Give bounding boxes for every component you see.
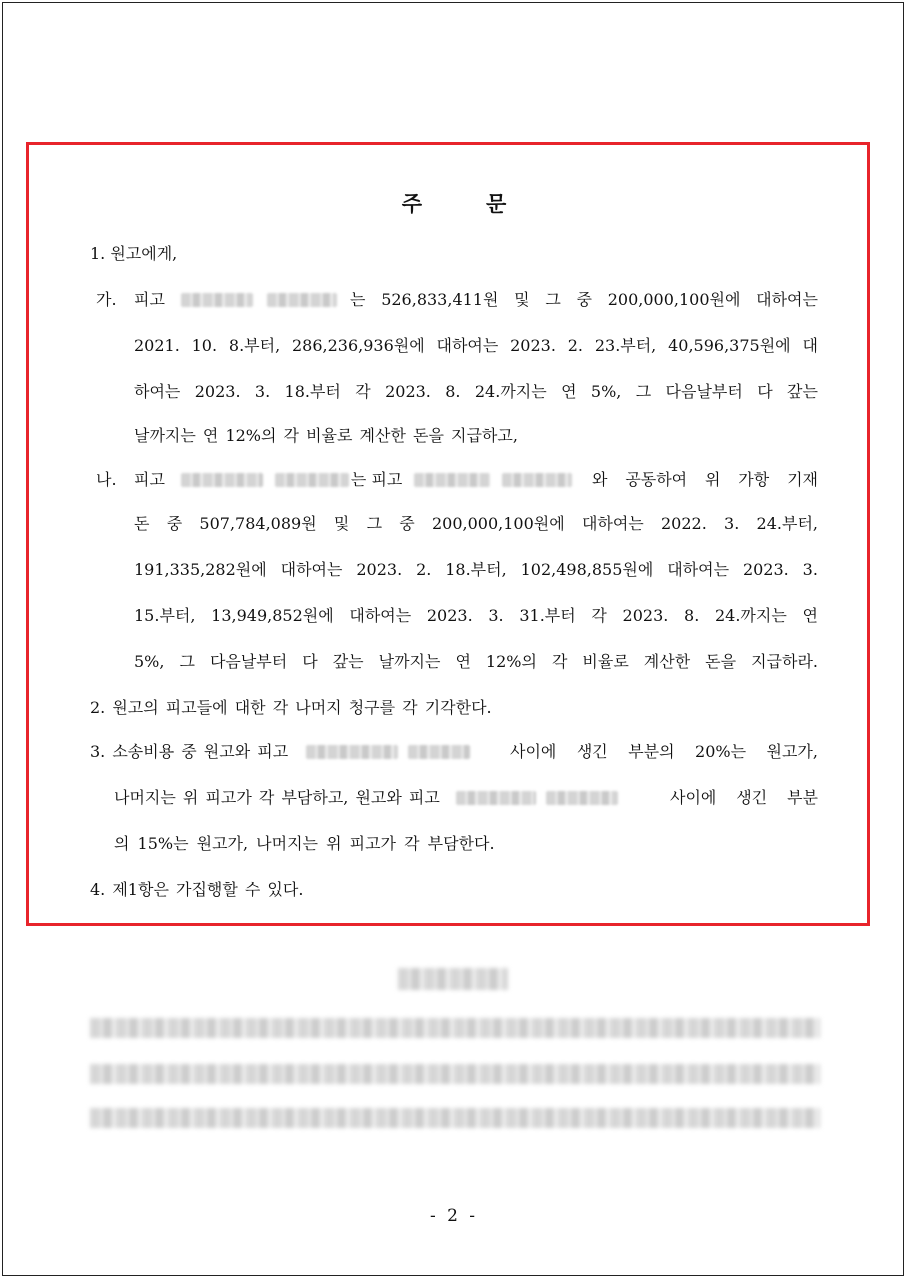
word: 부분의 (628, 742, 675, 761)
title-char-1: 주 (401, 191, 422, 216)
word: 200,000,100원에 (607, 290, 741, 309)
item-na-line-3 (134, 560, 818, 580)
word: 갚는 (787, 382, 818, 401)
item-na-line-2 (134, 514, 818, 534)
word: 기재 (787, 470, 818, 489)
word: 3. (802, 560, 818, 579)
redacted-heading (398, 968, 508, 990)
item-ga-line-4: 날까지는 연 12%의 각 비율로 계산한 돈을 지급하고, (134, 426, 518, 445)
word: 2. (416, 560, 432, 579)
word: 각 (355, 382, 371, 401)
redacted-name (456, 791, 536, 805)
word: 는 (350, 290, 366, 309)
word: 286,236,936원에 (291, 336, 425, 355)
redacted-name (267, 293, 337, 307)
word: 가항 (738, 470, 770, 489)
item-3-line-1 (90, 742, 818, 762)
word: 중 (399, 514, 415, 533)
redacted-paragraph-line (90, 1018, 820, 1038)
word: 40,596,375원에 (668, 336, 791, 355)
word: 피고 (134, 290, 165, 309)
word: 18.부터 (284, 382, 341, 401)
item-ga-marker: 가. (96, 290, 117, 309)
word: 2023. (356, 560, 403, 579)
word: 지급하라. (751, 652, 818, 671)
item-ga-line-3 (134, 382, 818, 402)
redacted-paragraph-line (90, 1064, 820, 1084)
item-na-line-5 (134, 652, 818, 672)
word: 부분 (787, 788, 818, 807)
word: 피고 (134, 470, 165, 489)
word: 5%, (134, 652, 165, 671)
word: 24.까지는 (714, 606, 787, 625)
redacted-name (546, 791, 618, 805)
word: 24.부터, (756, 514, 818, 533)
item-3-line-1-words (510, 742, 818, 762)
word: 돈 (134, 514, 150, 533)
text: 나머지는 위 피고가 각 부담하고, 원고와 피고 (114, 788, 440, 807)
word: 2023. (742, 560, 789, 579)
word: 및 (514, 290, 530, 309)
word: 대하여는 (349, 606, 412, 625)
redacted-name (414, 473, 490, 487)
word: 연 (561, 382, 577, 401)
word: 13,949,852원에 (211, 606, 334, 625)
word: 중 (576, 290, 592, 309)
word: 대하여는 (280, 560, 343, 579)
word: 다 (302, 652, 318, 671)
title-char-2: 문 (486, 191, 507, 216)
item-na-line-1-words (592, 470, 818, 490)
word: 하여는 (134, 382, 181, 401)
item-na-line-1 (134, 470, 818, 490)
item-4: 4. 제1항은 가집행할 수 있다. (90, 880, 304, 899)
word: 18.부터, (445, 560, 507, 579)
word: 31.부터 (519, 606, 576, 625)
word: 3. (724, 514, 740, 533)
redacted-name (502, 473, 572, 487)
word: 526,833,411원 (381, 290, 499, 309)
redacted-name (306, 745, 398, 759)
word: 대하여는 (436, 336, 499, 355)
item-ga-line-1-words (350, 290, 818, 310)
redacted-name (181, 473, 263, 487)
word: 2023. (194, 382, 241, 401)
item-3-line-2-words (670, 788, 818, 808)
word: 는 피고 (350, 470, 403, 489)
word: 2023. (385, 382, 431, 401)
word: 대하여는 (667, 560, 730, 579)
word: 그 (366, 514, 383, 533)
word: 191,335,282원에 (134, 560, 267, 579)
word: 그 (635, 382, 652, 401)
word: 15.부터, (134, 606, 196, 625)
word: 사이에 (670, 788, 717, 807)
word: 12%의 (485, 652, 537, 671)
word: 및 (333, 514, 350, 533)
word: 날까지는 (378, 652, 441, 671)
word: 생긴 (736, 788, 768, 807)
word: 각 (591, 606, 607, 625)
word: 507,784,089원 (199, 514, 317, 533)
word: 그 (545, 290, 561, 309)
word: 돈을 (705, 652, 737, 671)
word: 계산한 (643, 652, 691, 671)
word: 연 (455, 652, 471, 671)
word: 공동하여 (625, 470, 688, 489)
word: 3. (254, 382, 271, 401)
word: 원고가, (766, 742, 818, 761)
item-na-line-4 (134, 606, 818, 626)
item-2: 2. 원고의 피고들에 대한 각 나머지 청구를 각 기각한다. (90, 698, 492, 717)
redacted-name (181, 293, 253, 307)
word: 2021. (134, 336, 180, 355)
word: 2022. (661, 514, 707, 533)
item-na-marker: 나. (96, 470, 117, 489)
word: 갚는 (332, 652, 364, 671)
word: 10. (191, 336, 218, 355)
word: 다음날부터 (665, 382, 743, 401)
section-title (0, 188, 908, 218)
word: 2. (567, 336, 584, 355)
word: 3. (488, 606, 504, 625)
text: 3. 소송비용 중 원고와 피고 (90, 742, 289, 761)
word: 위 (704, 470, 721, 489)
word: 대하여는 (581, 514, 644, 533)
word: 2023. (426, 606, 473, 625)
word: 2023. (622, 606, 669, 625)
word: 비율로 (582, 652, 629, 671)
redacted-paragraph-line (90, 1108, 820, 1128)
word: 각 (551, 652, 568, 671)
item-3-line-3: 의 15%는 원고가, 나머지는 위 피고가 각 부담한다. (114, 834, 495, 853)
page-number: - 2 - (429, 1206, 479, 1226)
word: 8. (684, 606, 700, 625)
word: 20%는 (695, 742, 747, 761)
word: 다 (757, 382, 773, 401)
word: 대 (802, 336, 818, 355)
word: 다음날부터 (209, 652, 288, 671)
word: 200,000,100원에 (432, 514, 565, 533)
redacted-name (275, 473, 349, 487)
word: 8.부터, (228, 336, 281, 355)
item-ga-line-1 (134, 290, 818, 310)
word: 생긴 (576, 742, 608, 761)
word: 그 (179, 652, 195, 671)
word: 와 (592, 470, 608, 489)
word: 8. (445, 382, 461, 401)
item-1-heading: 1. 원고에게, (90, 244, 178, 263)
word: 23.부터, (594, 336, 657, 355)
word: 5%, (590, 382, 622, 401)
item-3-line-2 (114, 788, 818, 808)
word: 2023. (510, 336, 556, 355)
word: 연 (802, 606, 818, 625)
word: 102,498,855원에 (520, 560, 654, 579)
word: 사이에 (510, 742, 557, 761)
word: 24.까지는 (474, 382, 547, 401)
word: 대하여는 (756, 290, 818, 309)
item-ga-line-2 (134, 336, 818, 356)
word: 중 (166, 514, 183, 533)
redacted-name (408, 745, 470, 759)
